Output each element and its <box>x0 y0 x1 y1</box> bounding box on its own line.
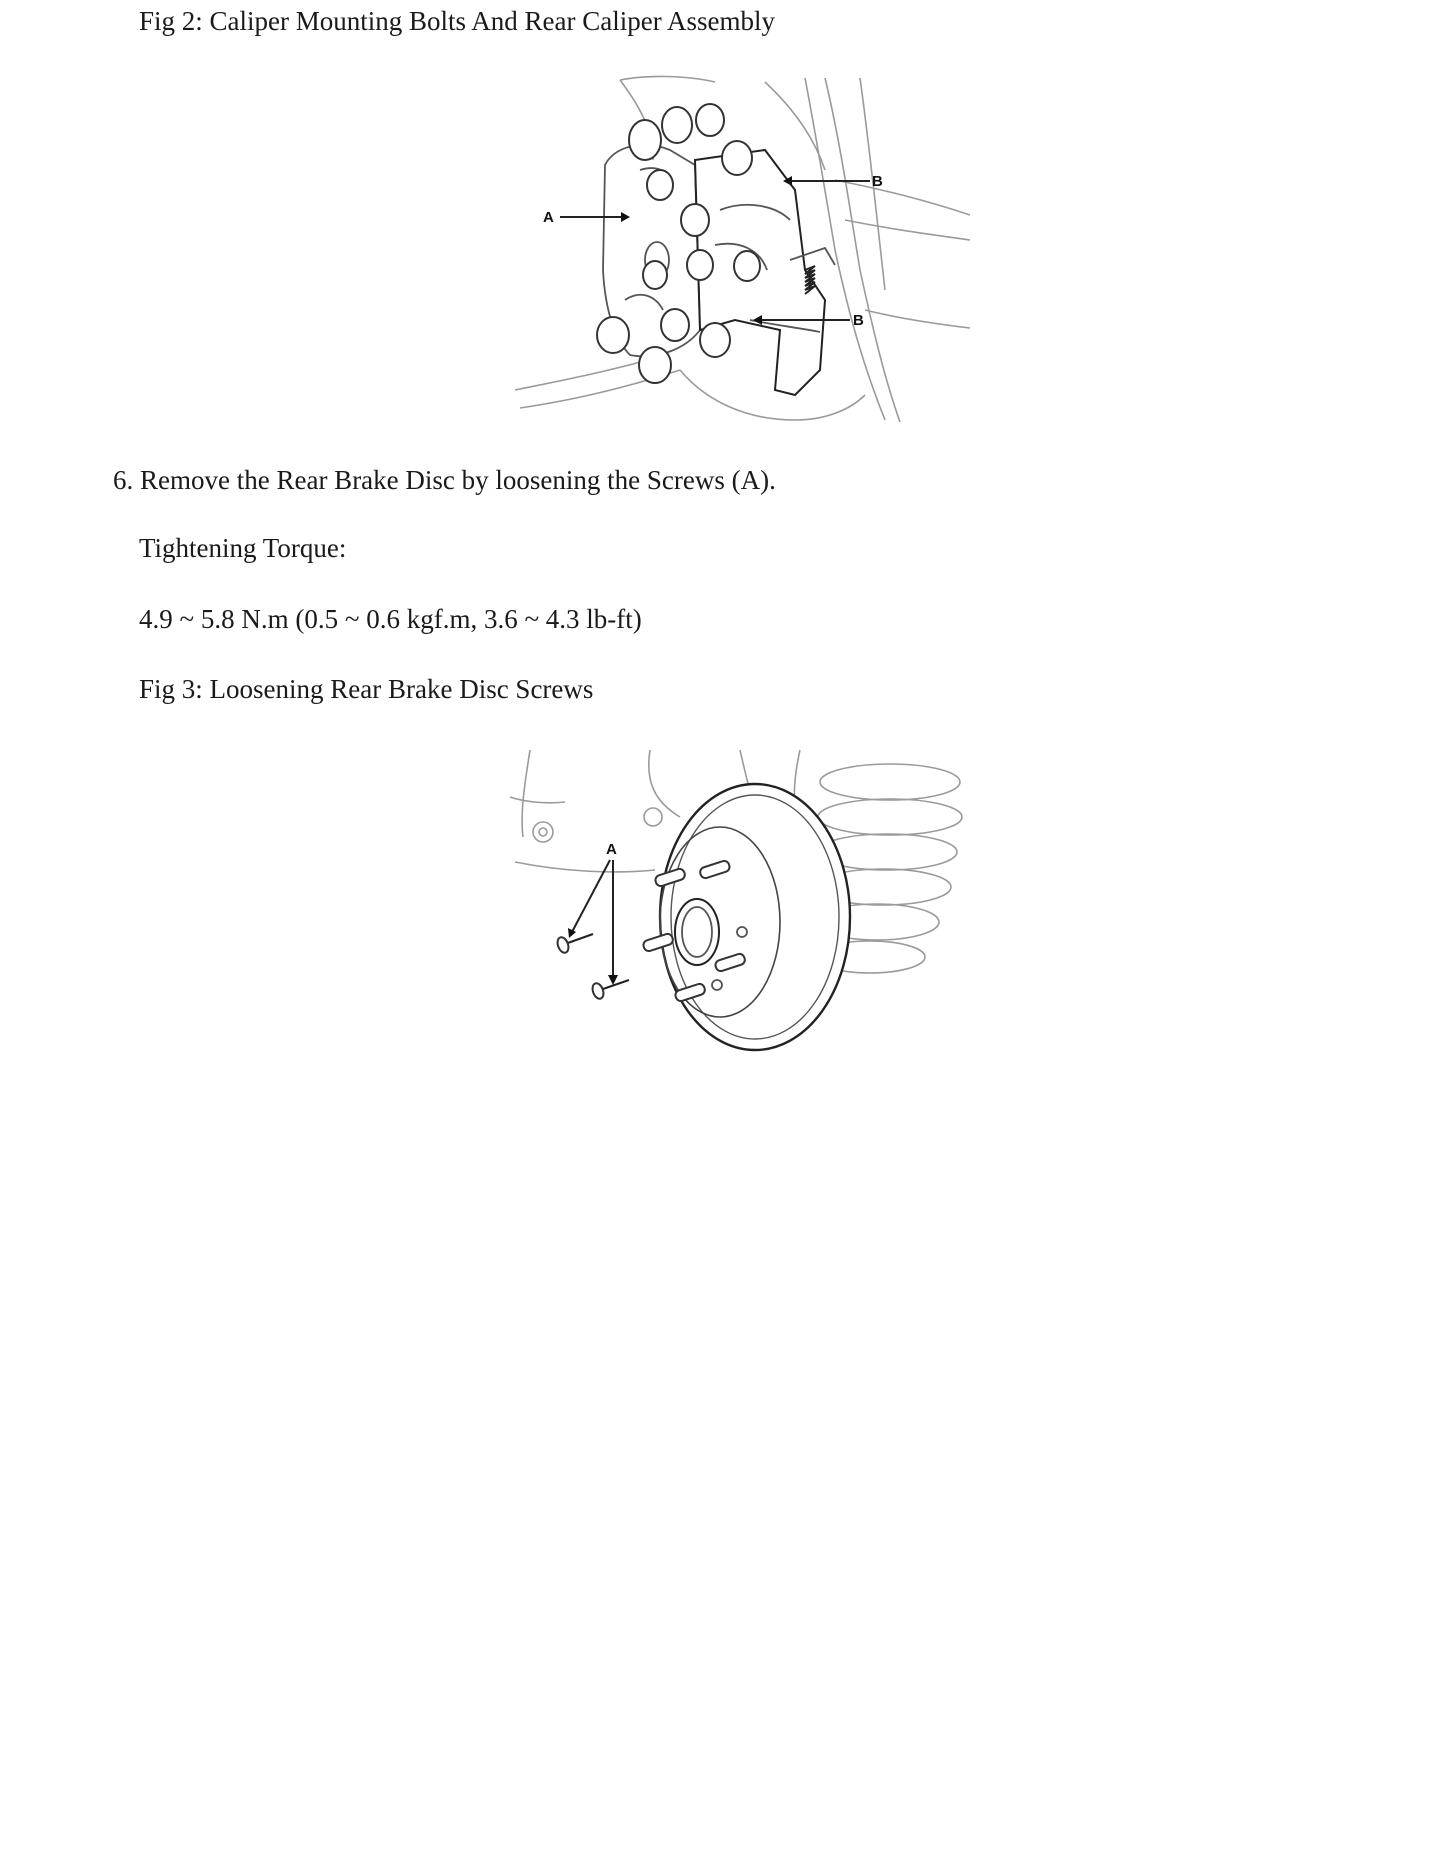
fig2-label-a: A <box>543 209 554 226</box>
fig2-label-b-upper: B <box>872 173 883 190</box>
torque-value: 4.9 ~ 5.8 N.m (0.5 ~ 0.6 kgf.m, 3.6 ~ 4.3 lb-ft) <box>139 604 642 634</box>
fig2-caption: Fig 2: Caliper Mounting Bolts And Rear Caliper Assembly <box>139 6 775 36</box>
fig3-label-a: A <box>606 841 617 858</box>
step-6-text: Remove the Rear Brake Disc by loosening the Screws (A). <box>140 465 776 495</box>
step-6 <box>113 463 776 497</box>
fig3-caption: Fig 3: Loosening Rear Brake Disc Screws <box>139 674 594 704</box>
fig3-brake-disc-illustration <box>505 742 985 1062</box>
torque-label: Tightening Torque: <box>139 533 347 563</box>
fig2-caliper-illustration <box>505 70 985 425</box>
fig2-label-b-lower: B <box>853 312 864 329</box>
step-6-number: 6. <box>113 465 134 495</box>
